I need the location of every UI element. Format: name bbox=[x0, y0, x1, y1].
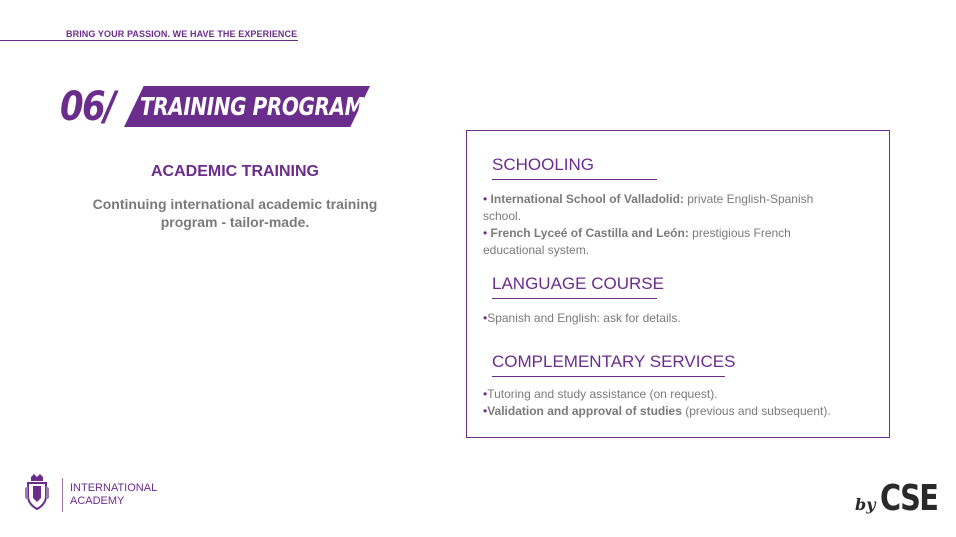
list-item bbox=[483, 191, 839, 225]
academy-name-line: INTERNATIONAL bbox=[70, 482, 158, 494]
item-text: (previous and subsequent). bbox=[681, 404, 831, 418]
page-title: TRAINING PROGRAM bbox=[140, 92, 365, 121]
item-bold-label: Validation and approval of studies bbox=[487, 404, 682, 418]
academy-crest-icon bbox=[25, 474, 49, 512]
tagline: BRING YOUR PASSION. WE HAVE THE EXPERIENCE bbox=[66, 29, 298, 39]
academy-name-line: ACADEMY bbox=[70, 495, 125, 507]
language-course-heading: LANGUAGE COURSE bbox=[492, 274, 657, 299]
by-label: by bbox=[855, 495, 876, 514]
bullet-icon: • bbox=[483, 387, 488, 401]
schooling-heading: SCHOOLING bbox=[492, 155, 657, 180]
bullet-icon: • bbox=[483, 192, 488, 206]
complementary-services-heading: COMPLEMENTARY SERVICES bbox=[492, 352, 725, 377]
academic-training-description bbox=[80, 195, 390, 231]
list-item bbox=[483, 225, 839, 259]
bullet-icon: • bbox=[483, 311, 488, 325]
section-number: 06/ bbox=[60, 84, 115, 130]
description-line: Continuing international academic training bbox=[92, 196, 378, 212]
bullet-icon: • bbox=[483, 226, 488, 240]
description-line: program - tailor-made. bbox=[160, 214, 310, 230]
academic-training-heading: ACADEMIC TRAINING bbox=[151, 163, 319, 180]
item-text: private English-Spanish school. bbox=[483, 192, 814, 223]
logo-divider bbox=[62, 478, 63, 512]
list-item bbox=[483, 310, 839, 327]
academy-logo-text bbox=[70, 482, 157, 508]
schooling-list bbox=[483, 191, 839, 259]
cse-brand-logo bbox=[855, 478, 952, 519]
bullet-icon: • bbox=[483, 404, 488, 418]
language-list bbox=[483, 310, 839, 327]
item-bold-label: French Lyceé of Castilla and León: bbox=[490, 226, 689, 240]
item-bold-label: International School of Valladolid: bbox=[490, 192, 684, 206]
program-details-box bbox=[466, 130, 890, 438]
services-list bbox=[483, 386, 883, 420]
tagline-underline bbox=[0, 40, 298, 41]
item-text: prestigious French educational system. bbox=[483, 226, 791, 257]
list-item bbox=[483, 386, 883, 403]
cse-label: CSE bbox=[879, 478, 938, 519]
item-text: Spanish and English: ask for details. bbox=[487, 311, 681, 325]
item-text: Tutoring and study assistance (on request). bbox=[487, 387, 718, 401]
list-item bbox=[483, 403, 883, 420]
